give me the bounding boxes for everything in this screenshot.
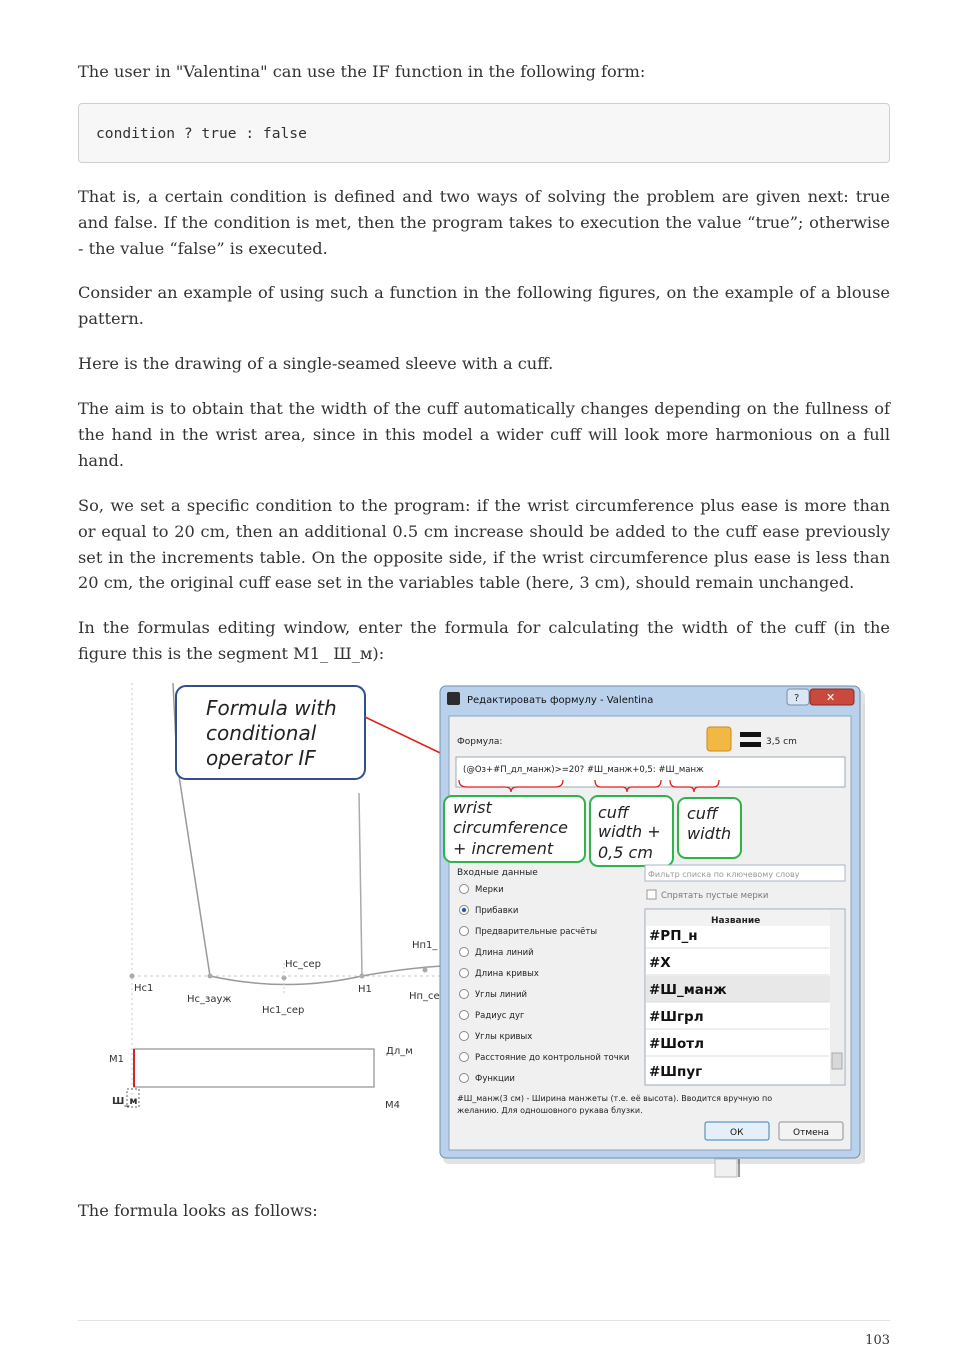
radio-control-point[interactable]: Расстояние до контрольной точки — [475, 1053, 630, 1063]
filter-placeholder: Фильтр списка по ключевому слову — [648, 870, 800, 879]
radio-preliminary[interactable]: Предварительные расчёты — [475, 927, 598, 937]
list-item[interactable]: #Х — [649, 955, 671, 971]
close-icon: ✕ — [826, 691, 836, 704]
label-sh-m: Ш_м — [112, 1096, 138, 1107]
formula-text: (@Оз+#П_дл_манж)>=20? #Ш_манж+0,5: #Ш_манж — [463, 765, 704, 775]
radio-increments[interactable]: Прибавки — [475, 906, 519, 916]
label-m4: М4 — [385, 1100, 400, 1111]
intro-paragraph: The user in "Valentina" can use the IF function in the following form: — [78, 62, 646, 81]
callout-line-3: operator IF — [206, 746, 316, 770]
label-hs-ser: Нс_сер — [285, 959, 322, 970]
annot-wrist-1: wrist — [453, 798, 492, 817]
radio-line-length[interactable]: Длина линий — [475, 948, 534, 958]
list-item[interactable]: #Шпуг — [649, 1064, 703, 1080]
code-text: condition ? true : false — [96, 125, 307, 142]
label-hn1: Нп1_ — [412, 940, 438, 951]
hide-empty-checkbox[interactable] — [647, 890, 656, 899]
annot-wrist-3: + increment — [453, 839, 554, 858]
annot-cuff-1: cuff — [687, 804, 718, 823]
list-item[interactable]: #Ш_манж — [649, 982, 727, 998]
radio-curve-angles[interactable]: Углы кривых — [475, 1032, 533, 1042]
description-line-1: #Ш_манж(3 см) - Ширина манжеты (т.е. её высота). Вводится вручную по — [457, 1094, 773, 1103]
label-m1: М1 — [109, 1054, 124, 1065]
annot-wrist-2: circumference — [453, 818, 569, 837]
explanation-paragraph: That is, a certain condition is defined and two ways of solving the problem are given next: true and false. If the condition is met, then the program takes to execution the value “true”; otherwise - the value “false” is executed. — [78, 187, 890, 258]
equals-icon — [740, 732, 761, 737]
footer-divider — [78, 1320, 890, 1321]
annot-cuffplus-3: 0,5 cm — [598, 843, 653, 862]
condition-paragraph: So, we set a specific condition to the program: if the wrist circumference plus ease is more than or equal to 20 cm, then an additional 0.5 cm increase should be added to the cuff ease previously set in the increments table. On the opposite side, if the wrist circumference plus ease is less than 20 cm, the original cuff ease set in the variables table (here, 3 cm), should remain unchanged. — [78, 496, 890, 593]
page-number: 103 — [865, 1333, 890, 1348]
list-item[interactable]: #РП_н — [649, 928, 698, 944]
radio-line-angles[interactable]: Углы линий — [475, 990, 528, 1000]
radio-functions[interactable]: Функции — [475, 1074, 515, 1084]
ok-label: ОК — [730, 1128, 744, 1138]
help-icon: ? — [794, 693, 800, 704]
list-item[interactable]: #Шотл — [649, 1036, 704, 1052]
label-h1: Н1 — [358, 984, 372, 995]
label-hs1: Нс1 — [134, 983, 154, 994]
label-hs-zauzh: Нс_зауж — [187, 994, 232, 1005]
formula-result: 3,5 cm — [766, 737, 797, 747]
label-hn-se: Нп_се — [409, 991, 440, 1002]
radio-measurements[interactable]: Мерки — [475, 885, 504, 895]
screenshot-figure — [107, 683, 870, 1179]
description-line-2: желанию. Для одношовного рукава блузки. — [457, 1106, 643, 1115]
annot-cuff-2: width — [687, 824, 732, 843]
label-dl-m: Дл_м — [386, 1046, 413, 1057]
callout-line-2: conditional — [206, 721, 317, 745]
formula-window-paragraph: In the formulas editing window, enter the formula for calculating the width of the cuff (in the figure this is the segment M1_ Ш_м): — [78, 618, 890, 663]
sleeve-paragraph: Here is the drawing of a single-seamed sleeve with a cuff. — [78, 354, 554, 373]
cancel-label: Отмена — [793, 1128, 830, 1138]
list-item[interactable]: #Шгрл — [649, 1009, 704, 1025]
dialog-title: Редактировать формулу - Valentina — [467, 695, 654, 706]
inputs-label: Входные данные — [457, 868, 538, 878]
list-header: Название — [711, 916, 761, 926]
aim-paragraph: The aim is to obtain that the width of the cuff automatically changes depending on the fullness of the hand in the wrist area, since in this model a wider cuff will look more harmonious on a full hand. — [78, 399, 890, 470]
label-hs1-ser: Нс1_сер — [262, 1005, 305, 1016]
code-block — [78, 103, 890, 163]
callout-line-1: Formula with — [206, 696, 337, 720]
annot-cuffplus-1: cuff — [598, 803, 629, 822]
radio-arc-radius[interactable]: Радиус дуг — [475, 1011, 525, 1021]
formula-follows-paragraph: The formula looks as follows: — [78, 1201, 318, 1220]
radio-curve-length[interactable]: Длина кривых — [475, 969, 539, 979]
example-paragraph: Consider an example of using such a function in the following figures, on the example of a blouse pattern. — [78, 283, 890, 328]
annot-cuffplus-2: width + — [598, 822, 661, 841]
insert-icon[interactable] — [707, 727, 731, 751]
formula-label: Формула: — [457, 737, 503, 747]
hide-empty-label: Спрятать пустые мерки — [661, 891, 769, 901]
